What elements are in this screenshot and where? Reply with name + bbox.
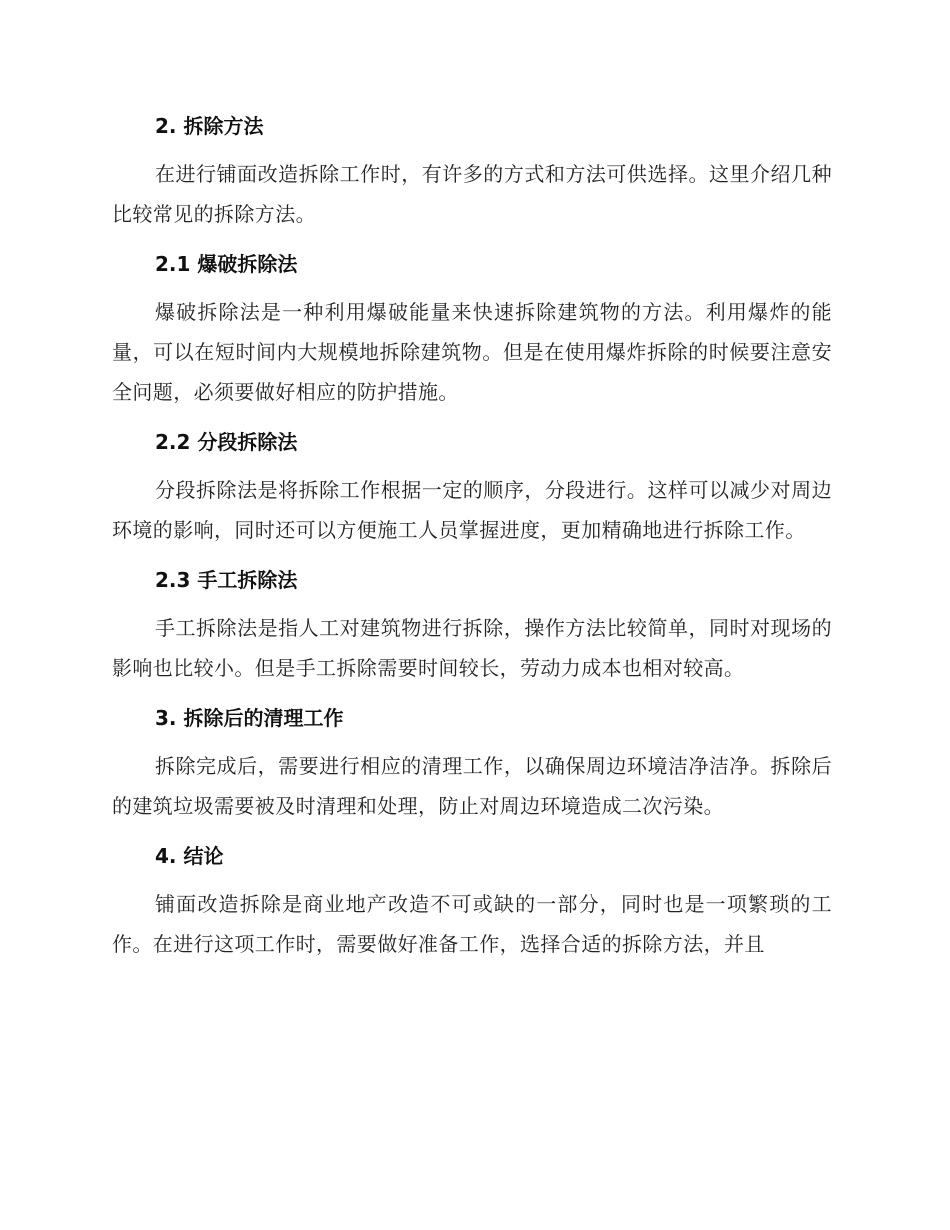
section-heading-segmented: 2.2 分段拆除法 — [155, 430, 298, 454]
section-heading-demolition-methods: 2. 拆除方法 — [155, 114, 264, 138]
section-heading-cleanup: 3. 拆除后的清理工作 — [155, 706, 344, 730]
paragraph-methods-intro: 在进行铺面改造拆除工作时，有许多的方式和方法可供选择。这里介绍几种比较常见的拆除方法。 — [112, 162, 832, 226]
section-heading-blasting: 2.1 爆破拆除法 — [155, 252, 298, 276]
paragraph-conclusion: 铺面改造拆除是商业地产改造不可或缺的一部分，同时也是一项繁琐的工作。在进行这项工作时，需要做好准备工作，选择合适的拆除方法，并且 — [112, 892, 832, 956]
section-heading-manual: 2.3 手工拆除法 — [155, 568, 298, 592]
section-heading-conclusion: 4. 结论 — [155, 844, 224, 868]
document-page — [112, 108, 832, 976]
paragraph-blasting: 爆破拆除法是一种利用爆破能量来快速拆除建筑物的方法。利用爆炸的能量，可以在短时间内大规模地拆除建筑物。但是在使用爆炸拆除的时候要注意安全问题，必须要做好相应的防护措施。 — [112, 300, 832, 404]
paragraph-segmented: 分段拆除法是将拆除工作根据一定的顺序，分段进行。这样可以减少对周边环境的影响，同时还可以方便施工人员掌握进度，更加精确地进行拆除工作。 — [112, 478, 832, 542]
paragraph-cleanup: 拆除完成后，需要进行相应的清理工作，以确保周边环境洁净洁净。拆除后的建筑垃圾需要被及时清理和处理，防止对周边环境造成二次污染。 — [112, 754, 832, 818]
paragraph-manual: 手工拆除法是指人工对建筑物进行拆除，操作方法比较简单，同时对现场的影响也比较小。但是手工拆除需要时间较长，劳动力成本也相对较高。 — [112, 616, 832, 680]
